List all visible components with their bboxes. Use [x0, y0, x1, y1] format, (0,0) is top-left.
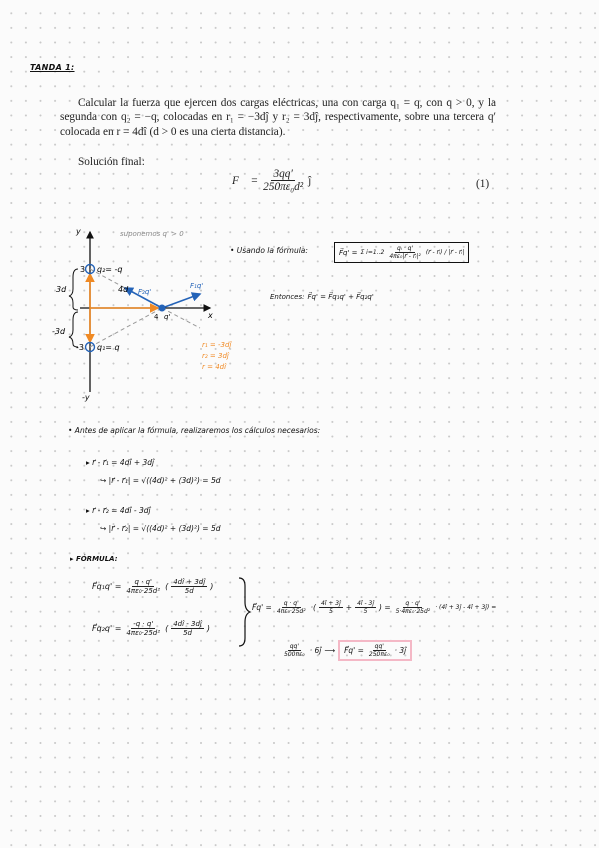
force-q2-den: 4πε₀·25d² — [126, 629, 161, 637]
force-q1-paren — [171, 578, 207, 595]
result-eq2-num: q · q' — [405, 600, 421, 607]
force-q1-fraction — [124, 578, 162, 595]
force-q2-paren-num: 4dî - 3dĵ — [173, 620, 202, 628]
tick-4: 4 — [154, 313, 159, 321]
result-p2 — [355, 600, 376, 615]
step-1: ▸ r⃗ - r⃗₁ = 4dî + 3dĵ — [86, 458, 155, 467]
force-q2-line — [92, 620, 210, 637]
result-eq2-tail: · (4î + 3ĵ - 4î + 3ĵ) = — [435, 604, 497, 611]
formula-intro: • Usando la fórmula: — [230, 246, 308, 255]
y-axis-label: y — [76, 227, 81, 236]
equation-fraction — [261, 168, 305, 193]
equation-number: (1) — [476, 178, 490, 190]
position-legend — [202, 340, 231, 373]
step-1-magnitude: ↪ |r⃗ - r⃗₁| = √((4d)² + (3d)²) = 5d — [100, 476, 221, 485]
paren-close: ) — [210, 582, 214, 591]
result-plus: + — [345, 603, 353, 612]
result-arrow: ⟶ — [324, 646, 336, 655]
formula-fraction — [387, 245, 423, 260]
force-q1-paren-num: 4dî + 3dĵ — [173, 578, 206, 586]
result-line-1 — [252, 600, 496, 615]
result-num: q · q' — [283, 600, 299, 607]
label-4d: 4d — [118, 285, 129, 294]
equation-lhs: F⃗ = — [232, 174, 259, 187]
result-p1-num: 4î + 3ĵ — [320, 600, 341, 607]
result-line2-tail: · 6ĵ — [309, 646, 322, 655]
final-tail: · 3ĵ — [394, 646, 407, 655]
force-q2-num: -q · q' — [133, 620, 154, 628]
result-dot: ·( — [310, 603, 316, 612]
result-line-2 — [282, 640, 412, 661]
legend-r2: r₂ = 3dĵ — [202, 352, 229, 360]
label-3d: 3d — [56, 285, 67, 294]
force-q1-paren-den: 5d — [184, 587, 194, 595]
result-line2-fraction — [282, 643, 307, 658]
formula-box — [334, 242, 469, 263]
force-q2-fraction — [124, 620, 162, 637]
paren-open: ( — [165, 624, 169, 633]
paren-open: ( — [165, 582, 169, 591]
final-den: 250πε₀ — [368, 651, 390, 658]
brace-m3d — [69, 312, 78, 347]
equation-denominator: 250πε₀d² — [263, 181, 304, 193]
force-q1-lhs: F⃗q₁q' = — [92, 582, 122, 591]
q2-label: q₂= -q — [97, 265, 123, 274]
formula-sum: Σ i=1..2 — [360, 249, 385, 256]
formula-denominator: 4πε₀|r⃗ - r⃗ᵢ|² — [389, 253, 421, 260]
label-m3d: -3d — [52, 327, 66, 336]
task-title: TANDA 1: — [30, 63, 75, 72]
equation-unit-vector: ĵ — [308, 174, 312, 187]
steps-intro: • Antes de aplicar la fórmula, realizaremos los cálculos necesarios: — [68, 426, 321, 435]
entonces-equation: F⃗q' = F⃗q₁q' + F⃗q₂q' — [307, 293, 374, 301]
legend-r: r = 4dî — [202, 363, 227, 371]
result-eq2-fraction — [394, 600, 433, 615]
result-line2-den: 500πε₀ — [284, 651, 305, 658]
diagram-note: suponemos q' > 0 — [120, 230, 184, 238]
paren-close: ) — [206, 624, 210, 633]
formula-lhs: F⃗q' = — [339, 248, 358, 257]
result-den: 4πε₀·25d² — [276, 608, 306, 615]
result-p1-den: 5 — [328, 608, 333, 615]
force-q1-label: F₁q' — [190, 282, 204, 290]
final-fraction — [367, 643, 392, 658]
result-p1 — [319, 600, 343, 615]
y-neg-label: -y — [82, 393, 90, 402]
tick-m3: -3 — [76, 343, 84, 352]
tick-3: 3 — [80, 265, 86, 274]
brace-3d — [69, 269, 78, 310]
legend-r1: r₁ = -3dĵ — [202, 341, 232, 349]
force-q1-vector — [162, 294, 200, 308]
entonces-label: Entonces: — [270, 293, 305, 301]
step-2-magnitude: ↪ |r⃗ - r⃗₂| = √((4d)² + (3d)²) = 5d — [100, 524, 221, 533]
result-p2-den: 5 — [363, 608, 368, 615]
formula-section-title: ▸ FÓRMULA: — [70, 555, 118, 563]
result-lhs: F⃗q' = — [252, 603, 272, 612]
equation-numerator: 3qq′ — [273, 168, 293, 180]
force-q1-den: 4πε₀·25d² — [126, 587, 161, 595]
charge-diagram — [50, 222, 230, 402]
final-equation — [232, 168, 311, 193]
final-answer-box — [338, 640, 412, 661]
formula-unit-vector: (r⃗ - r⃗ᵢ) / |r⃗ - r⃗ᵢ| — [425, 249, 465, 256]
force-q2-paren-den: 5d — [183, 629, 192, 637]
dashed-line-q1 — [90, 308, 162, 347]
problem-statement: Calcular la fuerza que ejercen dos cargas eléctricas, una con carga q₁ = q, con q > 0, y la segunda con q₂ = −q, colocadas en r₁ = −3dĵ y r₂ = 3dĵ, respectivamente, sobre una tercera q′ colocada en r = 4dî (d > 0 es una cierta distancia). — [60, 97, 496, 138]
charge-qprime — [159, 305, 166, 312]
force-q1-line — [92, 578, 213, 595]
qprime-label: q' — [164, 313, 171, 321]
force-q1-num: q · q' — [134, 578, 152, 586]
force-q2-lhs: F⃗q₂q' = — [92, 624, 122, 633]
solution-label: Solución final: — [78, 156, 145, 168]
result-eq2-den: 5·4πε₀·25d² — [395, 608, 431, 615]
result-p2-num: 4î - 3ĵ — [357, 600, 375, 607]
result-fraction — [275, 600, 308, 615]
q1-label: q₁= q — [97, 343, 120, 352]
big-brace — [236, 576, 252, 648]
step-2: ▸ r⃗ - r⃗₂ = 4dî - 3dĵ — [86, 506, 151, 515]
result-close: ) = — [379, 603, 391, 612]
x-axis-label: x — [208, 311, 213, 320]
entonces-line — [270, 293, 374, 301]
result-line2-num: qq' — [289, 643, 299, 650]
formula-numerator: qᵢ · q' — [397, 245, 414, 252]
final-lhs: F⃗q' = — [344, 646, 364, 655]
force-q2-label: F₂q' — [138, 288, 152, 296]
final-num: qq' — [374, 643, 384, 650]
force-q2-paren — [171, 620, 204, 637]
